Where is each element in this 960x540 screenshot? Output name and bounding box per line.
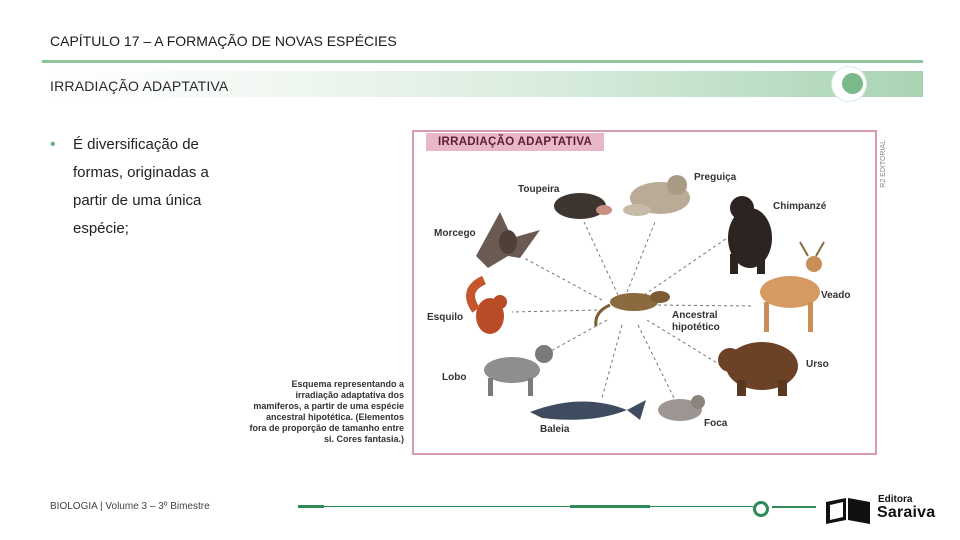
wolf-icon [484,345,553,396]
chimpanzee-icon [728,196,772,274]
decorative-dot-icon [842,73,863,94]
logo-text-small: Editora [878,494,913,505]
radiation-diagram [412,130,877,455]
mole-icon [554,193,612,219]
bullet-icon: • [50,136,56,153]
label-veado: Veado [821,290,851,301]
bullet-line-2: formas, originadas a [73,164,209,181]
caption-line-5: fora de proporção de tamanho entre [249,423,404,433]
figure-title: IRRADIAÇÃO ADAPTATIVA [426,133,604,151]
publisher-logo [824,494,944,526]
bat-icon [476,212,540,268]
ancestor-icon [596,291,670,326]
header-divider [42,60,923,63]
label-preguica: Preguiça [694,172,737,183]
label-esquilo: Esquilo [427,312,464,323]
whale-icon [530,400,646,420]
squirrel-icon [471,280,507,334]
label-baleia: Baleia [540,424,570,435]
label-toupeira: Toupeira [518,184,560,195]
footer-text: BIOLOGIA | Volume 3 – 3º Bimestre [50,501,210,512]
bullet-line-1: É diversificação de [73,136,199,153]
chapter-title: CAPÍTULO 17 – A FORMAÇÃO DE NOVAS ESPÉCIES [50,33,397,49]
caption-line-2: irradiação adaptativa dos [295,390,404,400]
footer-circle-icon [753,501,769,517]
section-title: IRRADIAÇÃO ADAPTATIVA [50,78,229,94]
figure-credit: R2 EDITORIAL [880,140,887,188]
label-chimpanze: Chimpanzé [773,201,827,212]
bullet-item [50,131,250,243]
bullet-line-3: partir de uma única [73,192,202,209]
label-ancestral-line-1: Ancestral [672,310,718,321]
bullet-line-4: espécie; [73,220,129,237]
seal-icon [658,395,705,421]
label-ancestral-line-2: hipotético [672,322,720,333]
footer-divider [298,505,816,508]
caption-line-6: si. Cores fantasia.) [323,434,404,444]
sloth-icon [623,175,690,216]
caption-line-1: Esquema representando a [291,379,404,389]
caption-line-4: ancestral hipotética. (Elementos [265,412,404,422]
label-morcego: Morcego [434,228,476,239]
label-foca: Foca [704,418,728,429]
label-urso: Urso [806,359,829,370]
caption-line-3: mamíferos, a partir de uma espécie [253,401,404,411]
label-lobo: Lobo [442,372,467,383]
logo-text-big: Saraiva [877,504,936,521]
book-logo-icon [824,496,874,524]
deer-icon [760,242,824,332]
figure-caption [230,379,404,445]
label-ancestral [672,310,720,334]
bear-icon [718,342,798,396]
